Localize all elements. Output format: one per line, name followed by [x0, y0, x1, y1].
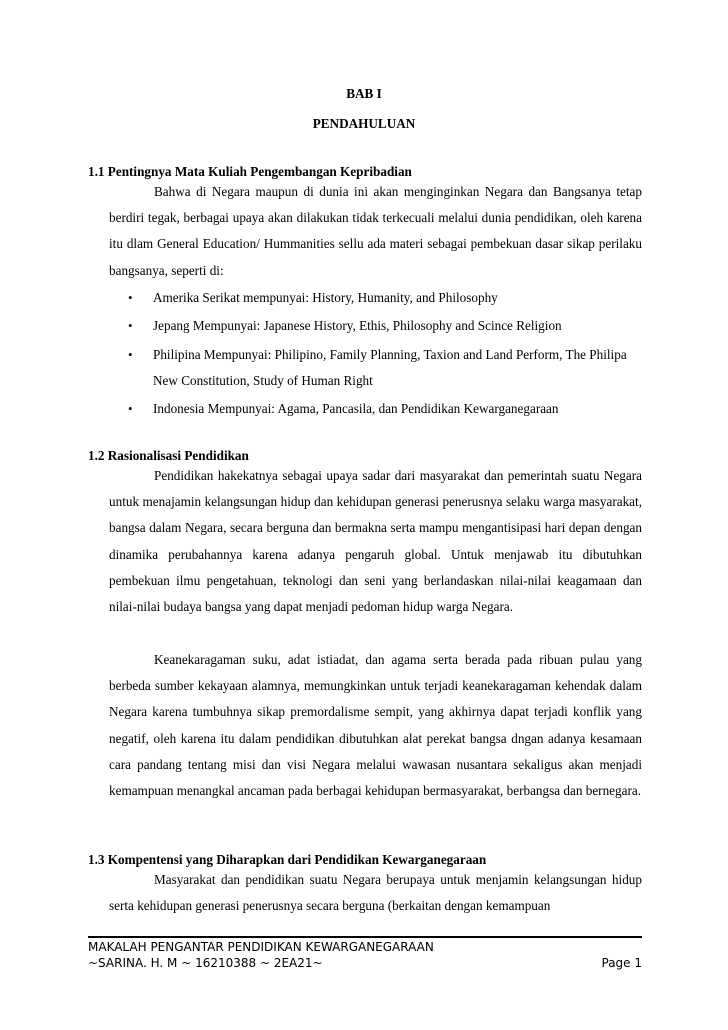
bullet-icon: •	[128, 346, 133, 362]
list-item-text: Indonesia Mempunyai: Agama, Pancasila, dan Pendidikan Kewarganegaraan	[153, 401, 559, 417]
list-item-text: Philipina Mempunyai: Philipino, Family Planning, Taxion and Land Perform, The Philipa New Constitution, Study of Human Right	[153, 346, 627, 388]
list-item	[109, 396, 642, 422]
bullet-icon: •	[128, 290, 133, 305]
section-paragraph	[109, 179, 642, 284]
page-number: Page 1	[601, 956, 642, 970]
bullet-icon: •	[128, 318, 133, 334]
section-paragraph	[109, 463, 642, 620]
footer-title: MAKALAH PENGANTAR PENDIDIKAN KEWARGANEGARAAN	[88, 940, 434, 954]
footer-divider	[88, 936, 642, 938]
paragraph-text: Bahwa di Negara maupun di dunia ini akan menginginkan Negara dan Bangsanya tetap berdiri tegak, berbagai upaya akan dilakukan tidak terkecuali melalui dunia pendidikan, oleh karena itu dlam General Education/ Hummanities sellu ada materi sebagai pembekuan dasar sikap perilaku bangsanya, seperti di:	[109, 184, 642, 278]
section-heading: 1.1 Pentingnya Mata Kuliah Pengembangan Kepribadian	[88, 164, 412, 179]
list-item	[109, 285, 642, 311]
list-item-text: Jepang Mempunyai: Japanese History, Ethis, Philosophy and Scince Religion	[153, 318, 562, 334]
list-item	[109, 313, 642, 339]
footer-author: ~SARINA. H. M ~ 16210388 ~ 2EA21~	[88, 956, 323, 970]
list-item-text: Amerika Serikat mempunyai: History, Humanity, and Philosophy	[153, 290, 498, 305]
section-heading: 1.2 Rasionalisasi Pendidikan	[88, 448, 249, 463]
bullet-list	[109, 285, 642, 425]
section-paragraph	[109, 647, 642, 804]
paragraph-text: Keanekaragaman suku, adat istiadat, dan agama serta berada pada ribuan pulau yang berbeda sumber kekayaan alamnya, memungkinkan untuk terjadi keanekaragaman kehendak dalam Negara karena tumbuhnya sikap premordalisme sempit, yang akhirnya dapat terjadi konflik yang negatif, oleh karena itu dalam pendidikan dibutuhkan alat perekat bangsa dngan adanya kesamaan cara pandang tentang misi dan visi Negara melalui wawasan nusantara sekaligus akan menjadi kemampuan menangkal ancaman pada berbagai kehidupan bermasyarakat, berbangsa dan bernegara.	[109, 652, 642, 799]
list-item	[109, 342, 642, 394]
section-heading: 1.3 Kompentensi yang Diharapkan dari Pendidikan Kewarganegaraan	[88, 852, 487, 867]
paragraph-text: Masyarakat dan pendidikan suatu Negara berupaya untuk menjamin kelangsungan hidup serta kehidupan generasi penerusnya secara berguna (berkaitan dengan kemampuan	[109, 872, 642, 914]
bullet-icon: •	[128, 401, 133, 417]
chapter-label: BAB I	[346, 86, 382, 101]
paragraph-text: Pendidikan hakekatnya sebagai upaya sadar dari masyarakat dan pemerintah suatu Negara untuk menajamin kelangsungan hidup dan kehidupan generasi penerusnya selaku warga masyarakat, bangsa dalam Negara, secara berguna dan bermakna serta mampu mengantisipasi hari depan dengan dinamika perubahannya karena adanya pengaruh global. Untuk menjawab itu dibutuhkan pembekuan ilmu pengetahuan, teknologi dan seni yang berlandaskan nilai-nilai keagamaan dan nilai-nilai budaya bangsa yang dapat menjadi pedoman hidup warga Negara.	[109, 468, 642, 615]
chapter-title: PENDAHULUAN	[312, 116, 416, 131]
section-paragraph	[109, 867, 642, 919]
